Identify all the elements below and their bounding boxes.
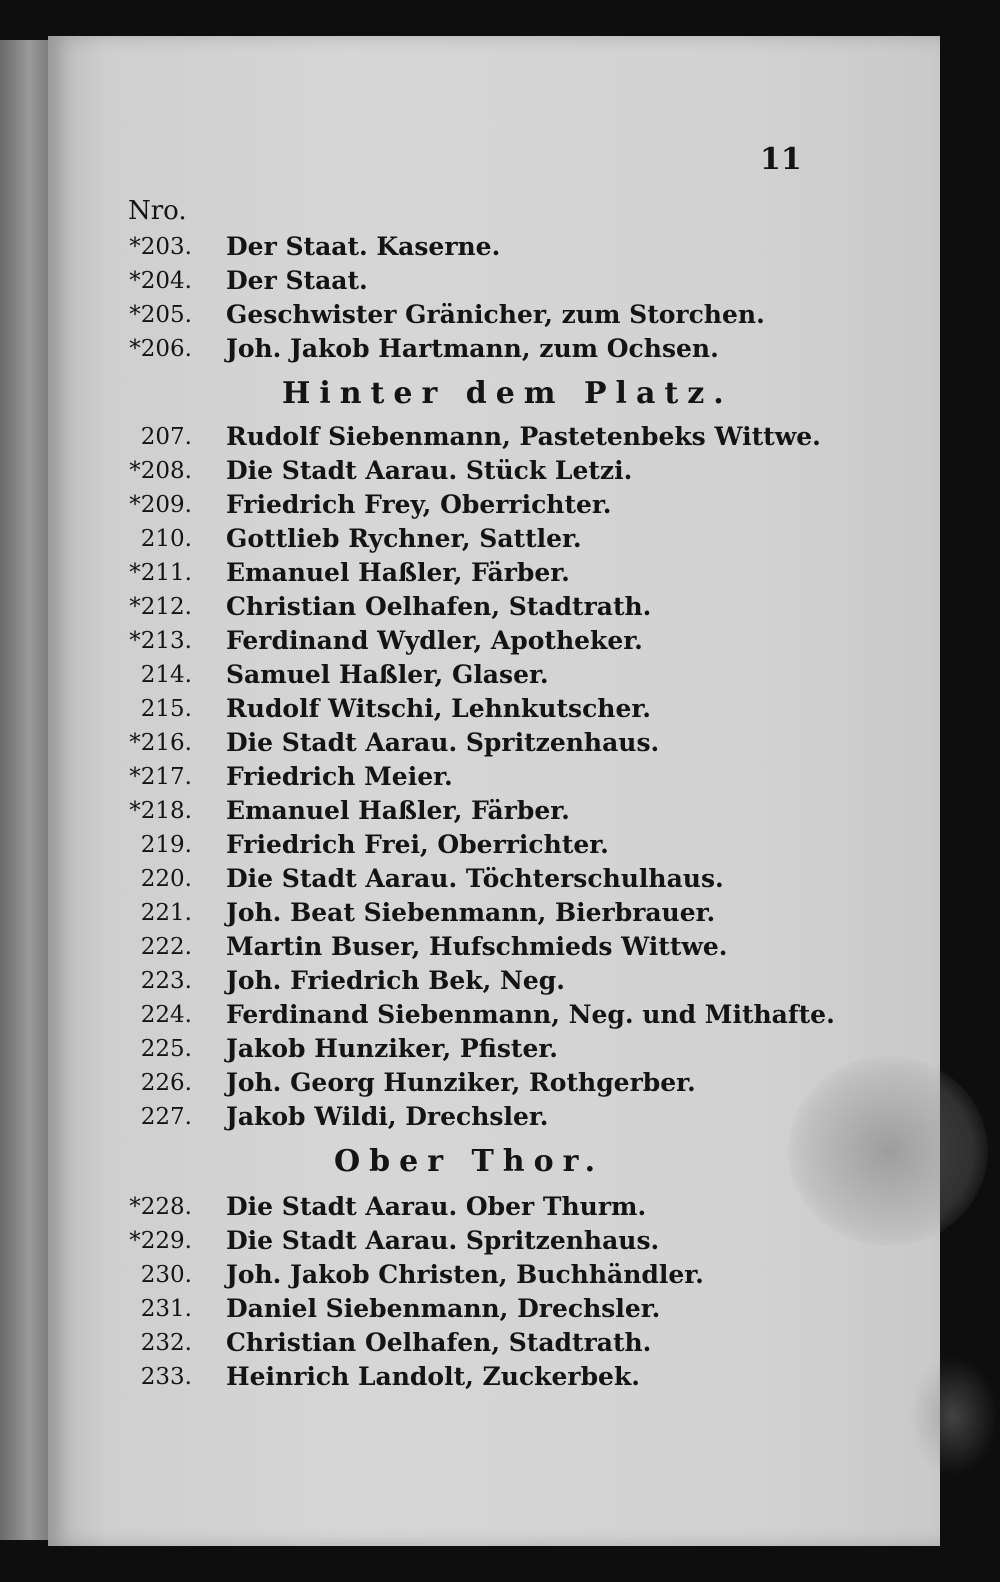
list-item <box>100 230 820 264</box>
list-item <box>100 726 820 760</box>
list-item <box>100 1066 820 1100</box>
house-number: *212. <box>129 594 192 620</box>
owner-name: Emanuel Haßler, Färber. <box>226 558 570 587</box>
owner-name: Joh. Georg Hunziker, Rothgerber. <box>226 1068 696 1097</box>
house-number: 207. <box>140 424 192 450</box>
owner-name: Joh. Jakob Hartmann, zum Ochsen. <box>226 334 719 363</box>
section-heading: Ober Thor. <box>334 1144 605 1179</box>
list-item <box>100 1190 820 1224</box>
list-item <box>100 298 820 332</box>
house-number: 233. <box>140 1364 192 1390</box>
owner-name: Joh. Jakob Christen, Buchhändler. <box>226 1260 704 1289</box>
house-number: 230. <box>140 1262 192 1288</box>
house-number: 224. <box>140 1002 192 1028</box>
owner-name: Martin Buser, Hufschmieds Wittwe. <box>226 932 728 961</box>
house-number: 232. <box>140 1330 192 1356</box>
house-number: *209. <box>129 492 192 518</box>
list-item <box>100 1258 820 1292</box>
list-item <box>100 1360 820 1394</box>
owner-name: Rudolf Witschi, Lehnkutscher. <box>226 694 651 723</box>
section-heading: Hinter dem Platz. <box>282 376 733 411</box>
column-header-number: Nro. <box>128 196 187 226</box>
owner-name: Die Stadt Aarau. Töchterschulhaus. <box>226 864 724 893</box>
list-item <box>100 692 820 726</box>
list-item <box>100 624 820 658</box>
owner-name: Christian Oelhafen, Stadtrath. <box>226 592 652 621</box>
list-item <box>100 760 820 794</box>
house-number: 225. <box>140 1036 192 1062</box>
owner-name: Heinrich Landolt, Zuckerbek. <box>226 1362 640 1391</box>
house-number: 210. <box>140 526 192 552</box>
owner-name: Ferdinand Wydler, Apotheker. <box>226 626 643 655</box>
house-number: *218. <box>129 798 192 824</box>
house-number: *206. <box>129 336 192 362</box>
owner-name: Der Staat. <box>226 266 368 295</box>
owner-name: Samuel Haßler, Glaser. <box>226 660 549 689</box>
list-item <box>100 998 835 1032</box>
list-item <box>100 264 820 298</box>
list-item <box>100 828 820 862</box>
house-number: 214. <box>140 662 192 688</box>
house-number: 223. <box>140 968 192 994</box>
house-number: *216. <box>129 730 192 756</box>
list-item <box>100 332 820 366</box>
water-stain-small <box>908 1356 998 1476</box>
house-number: 226. <box>140 1070 192 1096</box>
owner-name: Jakob Hunziker, Pfister. <box>226 1034 558 1063</box>
list-item <box>100 964 820 998</box>
list-item <box>100 454 820 488</box>
house-number: *204. <box>129 268 192 294</box>
list-item <box>100 420 820 454</box>
owner-name: Friedrich Frey, Oberrichter. <box>226 490 612 519</box>
house-number: 227. <box>140 1104 192 1130</box>
list-item <box>100 930 820 964</box>
list-item <box>100 1100 820 1134</box>
house-number: 215. <box>140 696 192 722</box>
list-item <box>100 590 820 624</box>
owner-name: Emanuel Haßler, Färber. <box>226 796 570 825</box>
owner-name: Ferdinand Siebenmann, Neg. und Mithafte. <box>226 1000 835 1029</box>
owner-name: Der Staat. Kaserne. <box>226 232 501 261</box>
list-item <box>100 488 820 522</box>
list-item <box>100 658 820 692</box>
owner-name: Christian Oelhafen, Stadtrath. <box>226 1328 652 1357</box>
house-number: *208. <box>129 458 192 484</box>
owner-name: Rudolf Siebenmann, Pastetenbeks Wittwe. <box>226 422 821 451</box>
house-number: *217. <box>129 764 192 790</box>
owner-name: Joh. Beat Siebenmann, Bierbrauer. <box>226 898 716 927</box>
list-item <box>100 522 820 556</box>
house-number: *213. <box>129 628 192 654</box>
owner-name: Jakob Wildi, Drechsler. <box>226 1102 549 1131</box>
list-item <box>100 794 820 828</box>
owner-name: Die Stadt Aarau. Stück Letzi. <box>226 456 633 485</box>
owner-name: Joh. Friedrich Bek, Neg. <box>226 966 565 995</box>
owner-name: Gottlieb Rychner, Sattler. <box>226 524 582 553</box>
house-number: *205. <box>129 302 192 328</box>
owner-name: Daniel Siebenmann, Drechsler. <box>226 1294 661 1323</box>
list-item <box>100 1292 820 1326</box>
owner-name: Geschwister Gränicher, zum Storchen. <box>226 300 765 329</box>
house-number: *229. <box>129 1228 192 1254</box>
list-item <box>100 896 820 930</box>
list-item <box>100 556 820 590</box>
previous-page-edge <box>0 40 50 1540</box>
list-item <box>100 862 820 896</box>
house-number: *228. <box>129 1194 192 1220</box>
house-number: 220. <box>140 866 192 892</box>
page-number: 11 <box>760 142 802 177</box>
list-item <box>100 1224 820 1258</box>
house-number: 221. <box>140 900 192 926</box>
owner-name: Die Stadt Aarau. Spritzenhaus. <box>226 728 660 757</box>
list-item <box>100 1326 820 1360</box>
owner-name: Die Stadt Aarau. Spritzenhaus. <box>226 1226 660 1255</box>
owner-name: Die Stadt Aarau. Ober Thurm. <box>226 1192 647 1221</box>
house-number: *211. <box>129 560 192 586</box>
owner-name: Friedrich Meier. <box>226 762 453 791</box>
house-number: 231. <box>140 1296 192 1322</box>
house-number: 219. <box>140 832 192 858</box>
list-item <box>100 1032 820 1066</box>
house-number: 222. <box>140 934 192 960</box>
owner-name: Friedrich Frei, Oberrichter. <box>226 830 609 859</box>
house-number: *203. <box>129 234 192 260</box>
